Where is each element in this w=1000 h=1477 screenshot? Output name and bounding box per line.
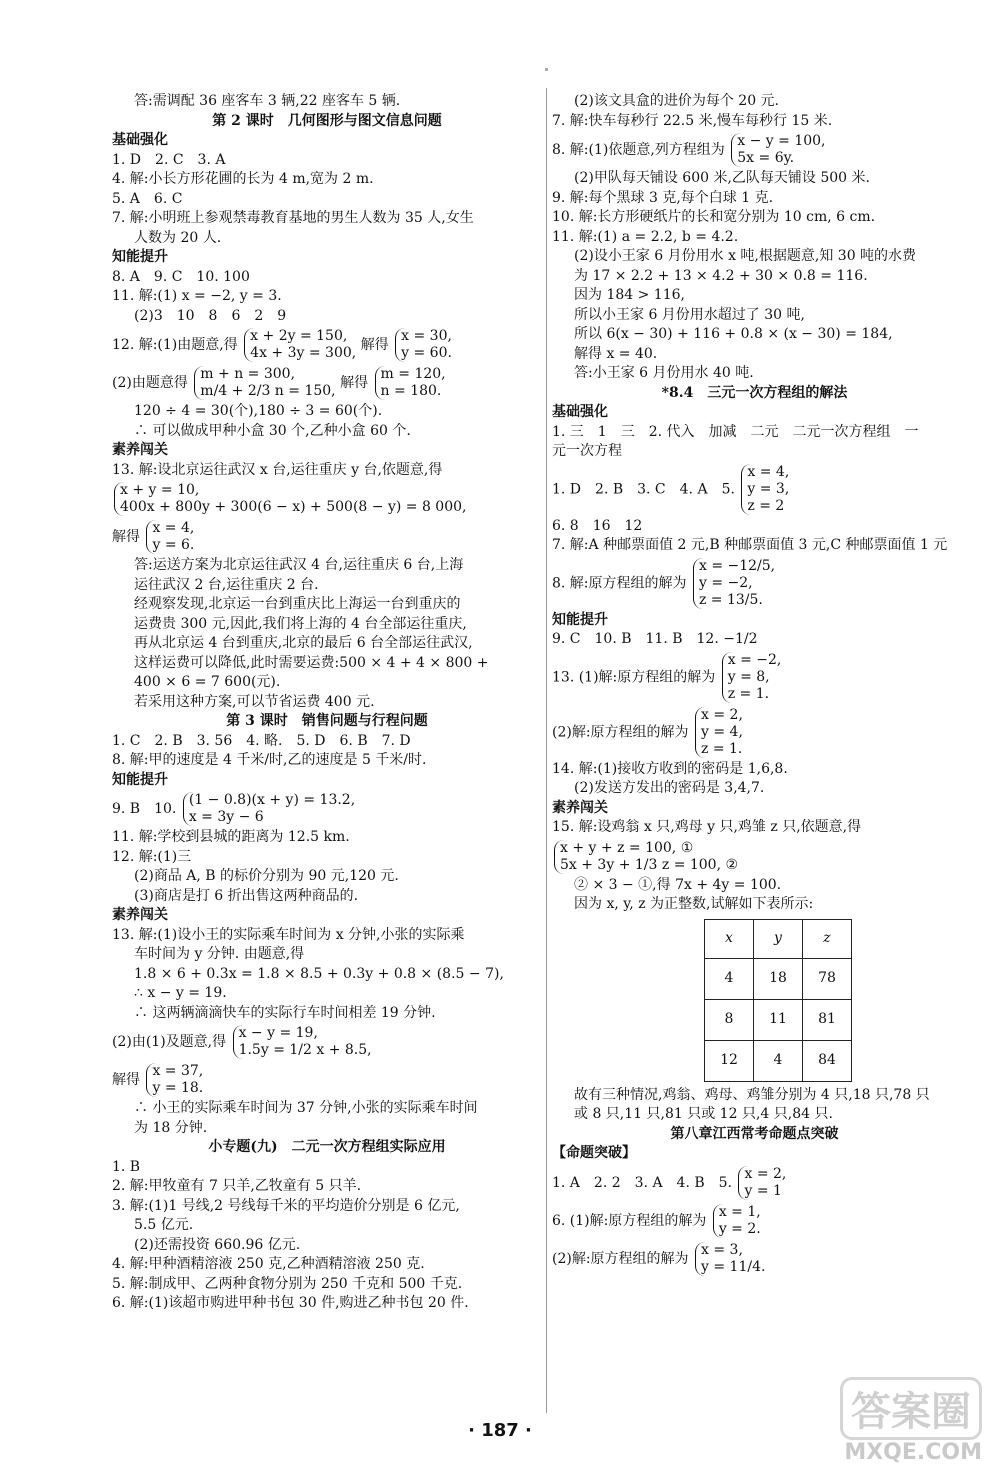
answer-line: 10. 解:长方形硬纸片的长和宽分别为 10 cm, 6 cm. xyxy=(552,209,876,225)
section-heading: 基础强化 xyxy=(112,132,168,148)
answer-line: 解得 x = 40. xyxy=(574,345,658,362)
answer-line: 8. A 9. C 10. 100 xyxy=(112,268,250,285)
equation: y = 6. xyxy=(152,537,195,553)
equation: x = 3y − 6 xyxy=(188,809,264,825)
answer-line: 6. 8 16 12 xyxy=(552,517,643,534)
answer-line: (2)3 10 8 6 2 9 xyxy=(134,307,287,324)
equation-system xyxy=(233,1025,372,1059)
left-column xyxy=(112,92,542,1314)
answer-line: 4. 解:甲种酒精溶液 250 克,乙种酒精溶液 250 克. xyxy=(112,1256,425,1272)
answer-line: 11. 解:学校到县城的距离为 12.5 km. xyxy=(112,829,350,845)
solution-system xyxy=(738,1166,786,1200)
answer-line: (2)甲队每天铺设 600 米,乙队每天铺设 500 米. xyxy=(574,170,870,186)
equation: x = 2, xyxy=(701,706,743,723)
answer-line: 1.8 × 6 + 0.3x = 1.8 × 8.5 + 0.3y + 0.8 × (8.5 − 7), xyxy=(134,965,504,982)
table-row xyxy=(705,1040,852,1081)
table-cell: 4 xyxy=(754,1040,803,1081)
answer-line: 1. C 2. B 3. 56 4. 略. 5. D 6. B 7. D xyxy=(112,732,411,749)
equation: 5x = 6y. xyxy=(737,150,795,166)
equation: y = 1 xyxy=(744,1182,782,1199)
answer-line: 因为 x, y, z 为正整数,试解如下表所示: xyxy=(574,896,814,912)
section-heading: 素养闯关 xyxy=(552,799,608,816)
equation-prefix: (2)由(1)及题意,得 xyxy=(112,1034,227,1050)
solution-system xyxy=(713,1204,761,1238)
table-header-cell: y xyxy=(754,919,803,958)
equation: x = −2, xyxy=(727,651,782,668)
table-cell: 81 xyxy=(803,999,852,1040)
equation-prefix: (2)解:原方程组的解为 xyxy=(552,1250,689,1267)
equation-row xyxy=(112,518,542,556)
equation-row xyxy=(552,1164,957,1202)
watermark-url: MXQE.COM xyxy=(844,1440,982,1465)
equation: y = 11/4. xyxy=(701,1258,766,1275)
table-cell: 11 xyxy=(754,999,803,1040)
equation: (1 − 0.8)(x + y) = 13.2, xyxy=(188,792,356,808)
chapter-heading: 第八章江西常考命题点突破 xyxy=(670,1125,839,1142)
equation: x = 37, xyxy=(152,1063,204,1079)
equation-system xyxy=(731,133,825,167)
table-header-row xyxy=(705,919,852,958)
answer-line: ∴ 小王的实际乘车时间为 37 分钟,小张的实际乘车时间 xyxy=(134,1100,478,1116)
answer-line: 人数为 20 人. xyxy=(134,229,222,246)
answer-line: ② × 3 − ①,得 7x + 4y = 100. xyxy=(574,876,782,893)
equation: x = 3, xyxy=(701,1241,743,1258)
answer-line: 400 × 6 = 7 600(元). xyxy=(134,674,281,690)
equation-row xyxy=(552,462,957,517)
section-heading: 【命题突破】 xyxy=(552,1145,636,1161)
equation-solve-label: 解得 xyxy=(112,529,140,545)
equation: 4x + 3y = 300, xyxy=(250,345,357,361)
answer-line: 5.5 亿元. xyxy=(134,1217,194,1233)
table-header-cell: z xyxy=(803,919,852,958)
equation: x = 4, xyxy=(747,463,790,480)
equation: x = −12/5, xyxy=(698,557,776,574)
answer-line: 1. D 2. C 3. A xyxy=(112,151,226,168)
answer-line: 这样运费可以降低,此时需要运费:500 × 4 + 4 × 800 + xyxy=(134,654,489,671)
solution-system xyxy=(722,652,782,703)
answer-line: 运往武汉 2 台,运往重庆 2 台. xyxy=(134,576,319,593)
equation-system xyxy=(554,840,738,874)
answer-line: (2)还需投资 660.96 亿元. xyxy=(134,1236,301,1253)
equation-prefix: 12. 解:(1)由题意,得 xyxy=(112,337,238,353)
solution-system xyxy=(741,464,789,515)
equation-system xyxy=(183,792,355,826)
watermark xyxy=(840,1377,982,1465)
equation: 1.5y = 1/2 x + 8.5, xyxy=(238,1042,372,1058)
equation-system xyxy=(244,328,356,362)
answer-line: 7. 解:A 种邮票面值 2 元,B 种邮票面值 3 元,C 种邮票面值 1 元 xyxy=(552,537,948,553)
equation-system xyxy=(114,482,466,516)
answer-line: 120 ÷ 4 = 30(个),180 ÷ 3 = 60(个). xyxy=(134,403,383,419)
right-column xyxy=(552,92,957,1278)
equation: y = 2. xyxy=(718,1220,761,1237)
answer-line: 答:小王家 6 月份用水 40 吨. xyxy=(574,365,754,381)
answer-line: (2)发送方发出的密码是 3,4,7. xyxy=(574,780,765,796)
section-heading: 知能提升 xyxy=(552,611,608,628)
top-mark xyxy=(545,68,548,71)
equation-solve-label: 解得 xyxy=(360,337,389,353)
equation-row xyxy=(112,790,542,828)
equation-prefix: 8. 解:(1)依题意,列方程组为 xyxy=(552,142,725,158)
equation: x − y = 19, xyxy=(238,1025,318,1041)
section-heading: 基础强化 xyxy=(552,404,608,420)
equation-row xyxy=(552,1202,957,1240)
equation: 5x + 3y + 1/3 z = 100, ② xyxy=(560,856,739,873)
solution-system xyxy=(146,520,194,554)
answer-line: (3)商店是打 6 折出售这两种商品的. xyxy=(134,887,359,904)
equation-prefix: 13. (1)解:原方程组的解为 xyxy=(552,669,716,685)
section-heading: 知能提升 xyxy=(112,771,168,788)
trial-table xyxy=(704,919,852,1082)
answer-line: 5. A 6. C xyxy=(112,190,183,207)
answer-line: 2. 解:甲牧童有 7 只羊,乙牧童有 5 只羊. xyxy=(112,1178,362,1194)
equation-prefix: 6. (1)解:原方程组的解为 xyxy=(552,1212,707,1229)
equation-row xyxy=(552,1240,957,1278)
equation-row xyxy=(112,1023,542,1061)
equation-row xyxy=(112,480,542,518)
equation: m/4 + 2/3 n = 150, xyxy=(200,383,336,399)
column-divider xyxy=(546,88,547,1413)
section-heading: 素养闯关 xyxy=(112,442,168,458)
answer-line: 若采用这种方案,可以节省运费 400 元. xyxy=(134,693,375,710)
equation-prefix: (2)解:原方程组的解为 xyxy=(552,724,689,740)
equation: x + 2y = 150, xyxy=(250,328,348,344)
answer-line: 11. 解:(1) x = −2, y = 3. xyxy=(112,288,282,304)
equation-solve-label: 解得 xyxy=(340,375,369,391)
equation: z = 13/5. xyxy=(698,591,763,608)
equation-prefix: 1. D 2. B 3. C 4. A 5. xyxy=(552,481,735,497)
answer-line: 8. 解:甲的速度是 4 千米/时,乙的速度是 5 千米/时. xyxy=(112,752,427,768)
table-header-cell: x xyxy=(705,919,754,958)
equation-row xyxy=(552,650,957,705)
equation-row xyxy=(112,1061,542,1099)
equation-row xyxy=(552,131,957,169)
equation-row xyxy=(112,326,542,364)
answer-line: 14. 解:(1)接收方收到的密码是 1,6,8. xyxy=(552,760,788,777)
answer-line: 答:运送方案为北京运往武汉 4 台,运往重庆 6 台,上海 xyxy=(134,557,464,573)
section-heading: 素养闯关 xyxy=(112,907,168,923)
table-cell: 78 xyxy=(803,958,852,999)
equation: z = 1. xyxy=(701,740,743,757)
lesson-heading: *8.4 三元一次方程组的解法 xyxy=(661,384,848,401)
equation: x = 4, xyxy=(152,520,195,536)
answer-line: ∴ 可以做成甲种小盒 30 个,乙种小盒 60 个. xyxy=(134,422,411,439)
table-row xyxy=(705,999,852,1040)
answer-line: 1. 三 1 三 2. 代入 加减 二元 二元一次方程组 一 xyxy=(552,423,919,440)
answer-line: 3. 解:(1)1 号线,2 号线每千米的平均造价分别是 6 亿元, xyxy=(112,1197,460,1214)
answer-line: 6. 解:(1)该超市购进甲种书包 30 件,购进乙种书包 20 件. xyxy=(112,1295,469,1311)
answer-line: 为 18 分钟. xyxy=(134,1119,208,1136)
equation: x = 2, xyxy=(744,1165,787,1182)
answer-line: ∴ 这两辆滴滴快车的实际行车时间相差 19 分钟. xyxy=(134,1004,436,1021)
answer-line: 9. 解:每个黑球 3 克,每个白球 1 克. xyxy=(552,189,774,206)
answer-line: 答:需调配 36 座客车 3 辆,22 座客车 5 辆. xyxy=(134,93,401,109)
equation: y = 60. xyxy=(401,345,452,361)
table-cell: 8 xyxy=(705,999,754,1040)
equation: 400x + 800y + 300(6 − x) + 500(8 − y) = 8 000, xyxy=(120,499,467,515)
lesson-heading: 小专题(九) 二元一次方程组实际应用 xyxy=(208,1139,446,1155)
equation: y = 18. xyxy=(152,1080,204,1096)
watermark-logo: 答案圈 xyxy=(840,1377,982,1440)
table-cell: 18 xyxy=(754,958,803,999)
table-row xyxy=(705,958,852,999)
equation: z = 1. xyxy=(727,685,770,702)
section-heading: 知能提升 xyxy=(112,249,168,265)
answer-line: 13. 解:(1)设小王的实际乘车时间为 x 分钟,小张的实际乘 xyxy=(112,926,465,943)
equation: y = 4, xyxy=(701,723,743,740)
answer-line: 所以小王家 6 月份用水超过了 30 吨, xyxy=(574,306,805,323)
equation-prefix: 8. 解:原方程组的解为 xyxy=(552,575,687,591)
equation-row xyxy=(552,556,957,611)
equation: x − y = 100, xyxy=(737,133,826,149)
solution-system xyxy=(375,366,446,400)
equation-system xyxy=(194,366,335,400)
answer-line: 11. 解:(1) a = 2.2, b = 4.2. xyxy=(552,228,739,245)
equation-row xyxy=(552,705,957,760)
answer-line: 故有三种情况,鸡翁、鸡母、鸡雏分别为 4 只,18 只,78 只 xyxy=(574,1086,930,1103)
table-cell: 84 xyxy=(803,1040,852,1081)
answer-line: 13. 解:设北京运往武汉 x 台,运往重庆 y 台,依题意,得 xyxy=(112,461,443,478)
equation-solve-label: 解得 xyxy=(112,1072,140,1088)
answer-line: 5. 解:制成甲、乙两种食物分别为 250 千克和 500 千克. xyxy=(112,1275,463,1292)
answer-line: 1. B xyxy=(112,1158,141,1175)
answer-line: 经观察发现,北京运一台到重庆比上海运一台到重庆的 xyxy=(134,596,461,612)
equation-row xyxy=(112,364,542,402)
answer-line: 再从北京运 4 台到重庆,北京的最后 6 台全部运往武汉, xyxy=(134,635,473,651)
table-cell: 4 xyxy=(705,958,754,999)
answer-line: 或 8 只,11 只,81 只或 12 只,4 只,84 只. xyxy=(574,1106,833,1122)
solution-system xyxy=(695,707,743,758)
solution-system xyxy=(395,328,452,362)
answer-line: 因为 184 > 116, xyxy=(574,287,685,303)
equation: x + y = 10, xyxy=(120,482,200,498)
answer-line: 7. 解:快车每秒行 22.5 米,慢车每秒行 15 米. xyxy=(552,112,833,129)
answer-line: 4. 解:小长方形花圃的长为 4 m,宽为 2 m. xyxy=(112,171,374,187)
equation-prefix: 9. B 10. xyxy=(112,801,177,817)
equation-prefix: (2)由题意得 xyxy=(112,375,188,391)
page-number: · 187 · xyxy=(468,1420,532,1441)
equation: y = 3, xyxy=(747,480,790,497)
answer-line: ∴ x − y = 19. xyxy=(134,985,227,1001)
answer-line: 15. 解:设鸡翁 x 只,鸡母 y 只,鸡雏 z 只,依题意,得 xyxy=(552,819,862,835)
answer-line: 车时间为 y 分钟. 由题意,得 xyxy=(134,946,305,962)
answer-line: 9. C 10. B 11. B 12. −1/2 xyxy=(552,631,758,647)
equation-prefix: 1. A 2. 2 3. A 4. B 5. xyxy=(552,1174,733,1191)
answer-line: 7. 解:小明班上参观禁毒教育基地的男生人数为 35 人,女生 xyxy=(112,210,474,226)
equation: m + n = 300, xyxy=(200,366,296,382)
table-cell: 12 xyxy=(705,1040,754,1081)
solution-system xyxy=(146,1063,203,1097)
answer-line: (2)商品 A, B 的标价分别为 90 元,120 元. xyxy=(134,868,399,884)
equation: y = −2, xyxy=(698,574,753,591)
lesson-heading: 第 2 课时 几何图形与图文信息问题 xyxy=(212,112,442,129)
equation-row xyxy=(552,838,957,876)
answer-line: 运费贵 300 元,因此,我们将上海的 4 台全部运往重庆, xyxy=(134,615,467,632)
equation: y = 8, xyxy=(727,668,770,685)
answer-line: 元一次方程 xyxy=(552,443,622,459)
equation: x = 1, xyxy=(718,1203,761,1220)
lesson-heading: 第 3 课时 销售问题与行程问题 xyxy=(226,713,428,729)
solution-system xyxy=(695,1242,765,1276)
equation: x + y + z = 100, ① xyxy=(560,839,694,856)
answer-line: (2)该文具盒的进价为每个 20 元. xyxy=(574,93,779,109)
answer-line: 为 17 × 2.2 + 13 × 4.2 + 30 × 0.8 = 116. xyxy=(574,267,868,284)
equation: m = 120, xyxy=(380,366,446,382)
equation: x = 30, xyxy=(401,328,452,344)
equation: n = 180. xyxy=(380,383,442,399)
equation: z = 2 xyxy=(747,497,785,514)
answer-line: 12. 解:(1)三 xyxy=(112,848,192,865)
solution-system xyxy=(693,558,775,609)
answer-line: 所以 6(x − 30) + 116 + 0.8 × (x − 30) = 184, xyxy=(574,326,893,342)
answer-line: (2)设小王家 6 月份用水 x 吨,根据题意,知 30 吨的水费 xyxy=(574,248,917,264)
